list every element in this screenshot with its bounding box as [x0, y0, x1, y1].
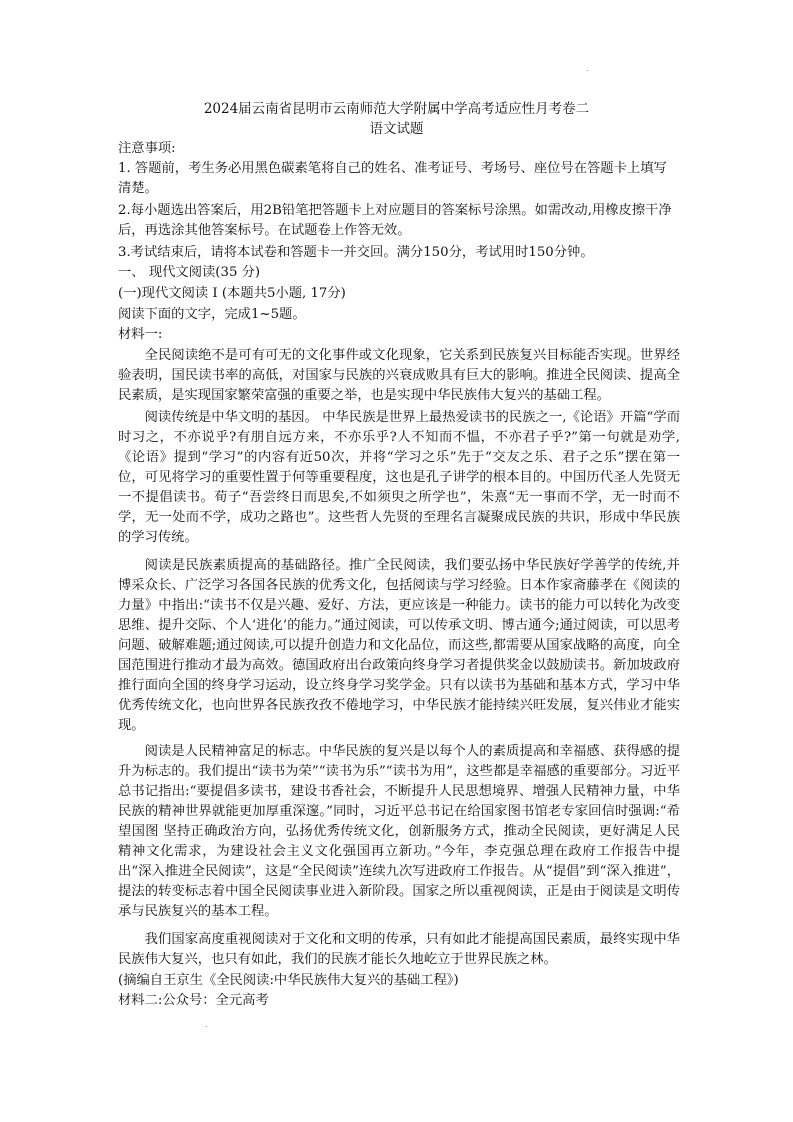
- paragraph-3: 阅读是民族素质提高的基础路径。推广全民阅读，我们要弘扬中华民族好学善学的传统,并博采众长、广泛学习各国各民族的优秀文化，包括阅读与学习经验。日本作家斋藤孝在《阅读的力量》中指出:“读书不仅是兴趣、爱好、方法，更应该是一种能力。读书的能力可以转化为改变思维、提升交际、个人‘进化’的能力。”通过阅读，可以传承文明、博古通今;通过阅读，可以思考问题、破解难题;通过阅读,可以提升创造力和文化品位，而这些,都需要从国家战略的高度，向全国范围进行推动才最为高效。德国政府出台政策向终身学习者提供奖金以鼓励读书。新加坡政府推行面向全国的终身学习运动，设立终身学习奖学金。只有以读书为基础和基本方式，学习中华优秀传统文化，也向世界各民族孜孜不倦地学习，中华民族才能持续兴旺发展，复兴伟业才能实现。: [118, 558, 680, 733]
- section-subheading: (一)现代文阅读 I (本题共5小题, 17分): [118, 286, 346, 301]
- paragraph-2: 阅读传统是中华文明的基因。 中华民族是世界上最热爱读书的民族之一,《论语》开篇“学而时习之，不亦说乎?有朋自远方来，不亦乐乎?人不知而不愠，不亦君子乎?”第一句就是劝学,《论语》提到“学习”的内容有近50次，并将“学习之乐”先于“交友之乐、君子之乐”摆在第一位，可见将学习的重要性置于何等重要程度，这也是孔子讲学的根本目的。中国历代圣人先贤无一不提倡读书。荀子“吾尝终日而思矣,不如须臾之所学也”，朱熹“无一事而不学，无一时而不学，无一处而不学，成功之路也”。这些哲人先贤的至理名言凝聚成民族的共识，形成中华民族的学习传统。: [118, 410, 680, 545]
- instructions-heading: 注意事项:: [118, 141, 176, 156]
- source-citation: (摘编自王京生《全民阅读:中华民族伟大复兴的基础工程》): [118, 973, 459, 988]
- exam-subtitle: 语文试题: [369, 121, 424, 137]
- paragraph-4: 阅读是人民精神富足的标志。中华民族的复兴是以每个人的素质提高和幸福感、获得感的提升为标志的。我们提出“读书为荣”“读书为乐”“读书为用”，这些都是幸福感的重要部分。习近平总书记指出:“要提倡多读书，建设书香社会，不断提升人民思想境界、增强人民精神力量，中华民族的精神世界就能更加厚重深邃。”同时，习近平总书记在给国家图书馆老专家回信时强调:“希望国图 坚持正确政治方向，弘扬优秀传统文化，创新服务方式，推动全民阅读，更好满足人民精神文化需求，为建设社会主义文化强国再立新功。”今年，李克强总理在政府工作报告中提出“深入推进全民阅读”，这是“全民阅读”连续九次写进政府工作报告。从“提倡”到“深入推进”，提法的转变标志着中国全民阅读事业进入新阶段。国家之所以重视阅读，正是由于阅读是文明传承与民族复兴的基本工程。: [118, 744, 680, 919]
- instruction-item-1: 1. 答题前，考生务必用黑色碳素笔将自己的姓名、准考证号、考场号、座位号在答题卡上填写清楚。: [118, 161, 667, 196]
- exam-title: 2024届云南省昆明市云南师范大学附属中学高考适应性月考卷二: [203, 101, 590, 117]
- reading-prompt: 阅读下面的文字，完成1~5题。: [118, 307, 306, 322]
- instruction-item-2: 2.每小题选出答案后，用2B铅笔把答题卡上对应题目的答案标号涂黑。如需改动,用橡皮擦干净后，再选涂其他答案标号。在试题卷上作答无效。: [118, 203, 672, 238]
- scan-dot-bottom: .: [205, 1020, 208, 1029]
- scan-dot: .: [586, 64, 589, 73]
- paragraph-1: 全民阅读绝不是可有可无的文化事件或文化现象，它关系到民族复兴目标能否实现。世界经验表明，国民读书率的高低，对国家与民族的兴衰成败具有巨大的影响。推进全民阅读、提高全民素质，是实现国家繁荣富强的重要之举，也是实现中华民族伟大复兴的基础工程。: [118, 348, 680, 403]
- material-one-label: 材料一:: [118, 327, 163, 342]
- material-two-label: 材料二:公众号：全元高考: [118, 993, 269, 1008]
- instruction-item-3: 3.考试结束后，请将本试卷和答题卡一并交回。满分150分，考试用时150分钟。: [118, 245, 594, 260]
- paragraph-5: 我们国家高度重视阅读对于文化和文明的传承，只有如此才能提高国民素质，最终实现中华民族伟大复兴，也只有如此，我们的民族才能长久地屹立于世界民族之林。: [118, 932, 680, 967]
- section-heading: 一、 现代文阅读(35 分): [118, 265, 261, 280]
